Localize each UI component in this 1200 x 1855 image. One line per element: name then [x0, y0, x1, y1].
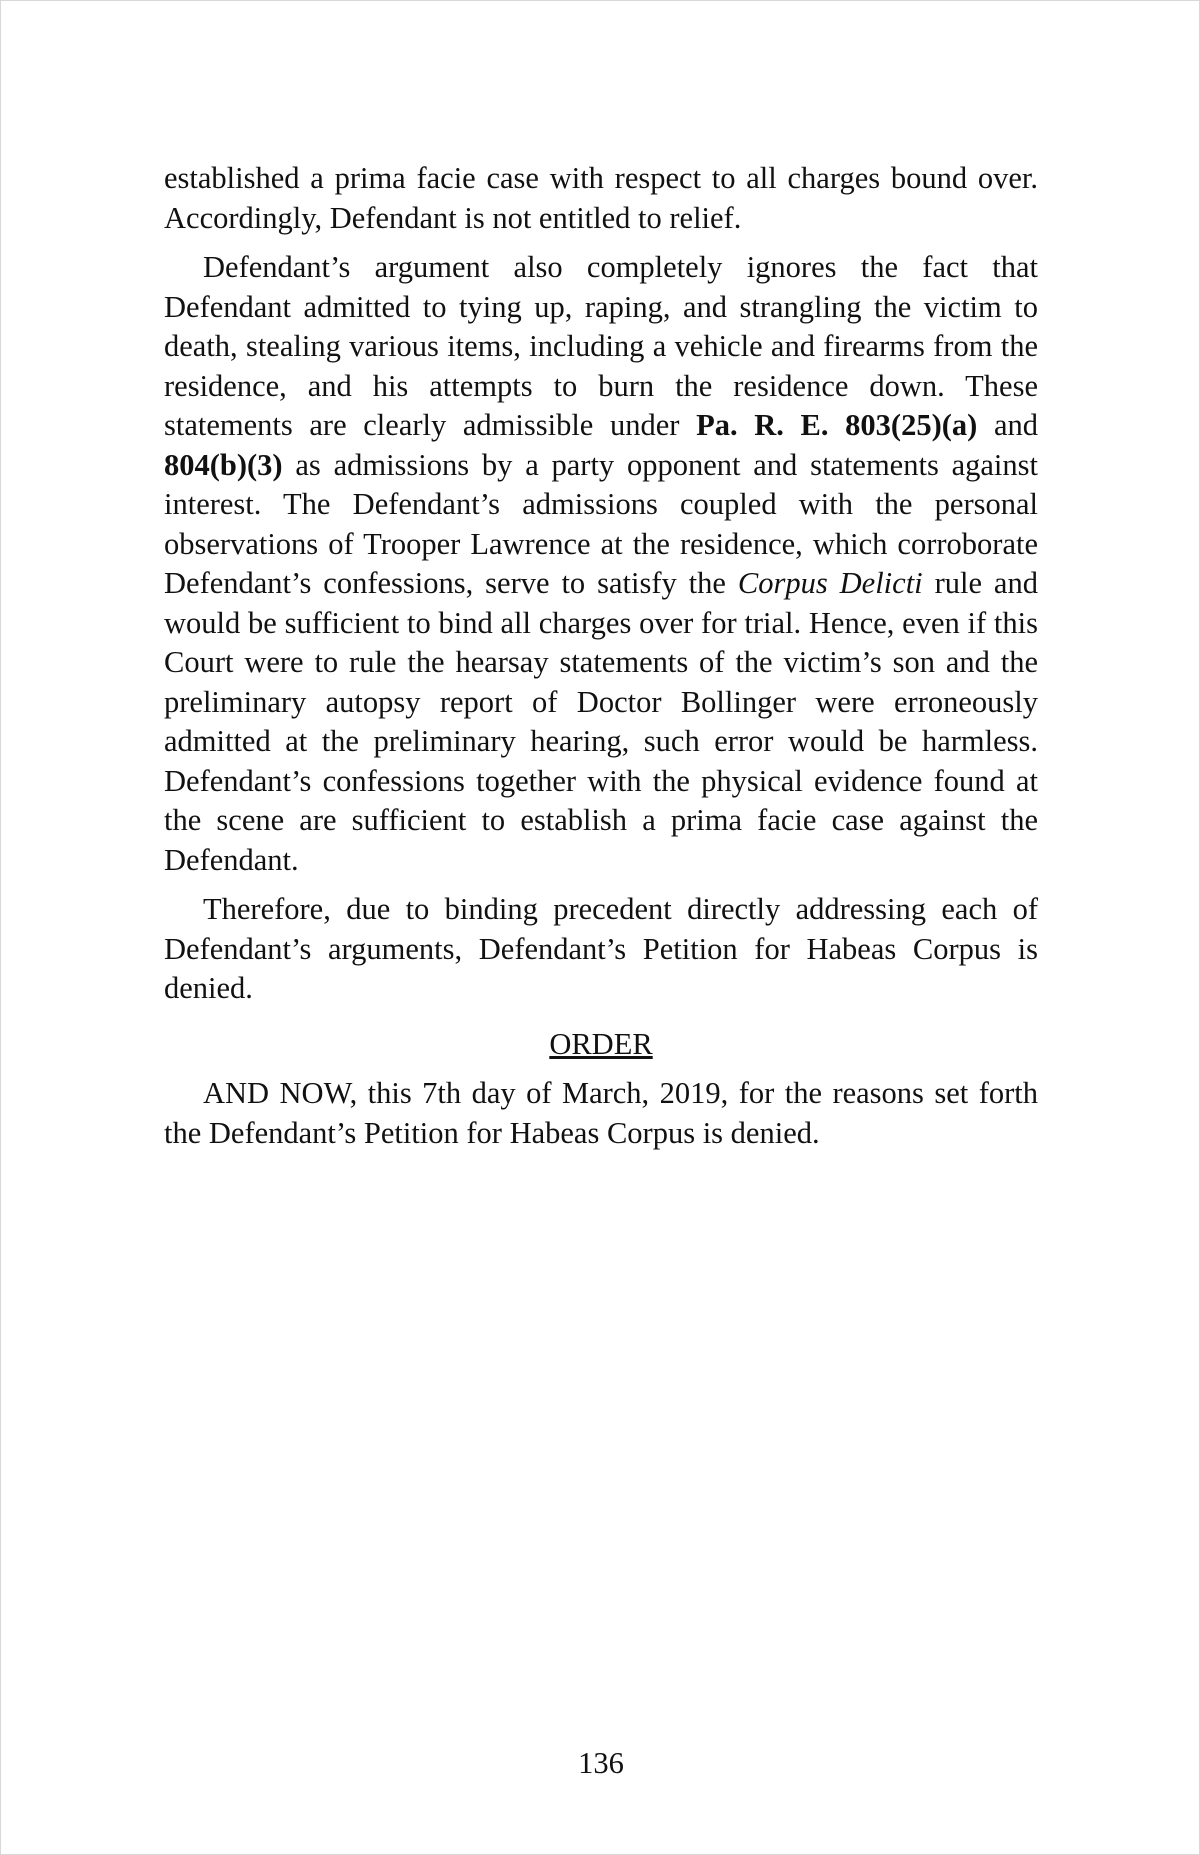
corpus-delicti-term: Corpus Delicti: [737, 566, 923, 600]
admissions-text-part3: as admissions by a party opponent and statements against interest. The Defendant’s admissions coupled with the personal observations of Trooper Lawrence at the residence, which corroborate Defendant’s confessions, serve to satisfy the: [164, 447, 1038, 600]
admissions-text-part1: Defendant’s argument also completely ignores the fact that Defendant admitted to tying up, raping, and strangling the victim to death, stealing various items, including a vehicle and firearms from the residence, and his attempts to burn the residence down. These statements are clearly admissible under: [164, 250, 1038, 442]
order-paragraph: AND NOW, this 7th day of March, 2019, for the reasons set forth the Defendant’s Petition for Habeas Corpus is denied.: [164, 1076, 1038, 1150]
page-number: 136: [578, 1746, 624, 1780]
admissions-text-part4: rule and would be sufficient to bind all charges over for trial. Hence, even if this Court were to rule the hearsay statements of the victim’s son and the preliminary autopsy report of Doctor Bollinger were erroneously admitted at the preliminary hearing, such error would be harmless. Defendant’s confessions together with the physical evidence found at the scene are sufficient to establish a prima facie case against the Defendant.: [164, 566, 1038, 877]
continued-paragraph: established a prima facie case with respect to all charges bound over. Accordingly, Defendant is not entitled to relief.: [164, 161, 1038, 235]
rule-citation-804: 804(b)(3): [164, 447, 283, 482]
body-text: [164, 159, 1038, 1163]
admissions-paragraph: [164, 248, 1038, 880]
conclusion-paragraph: Therefore, due to binding precedent directly addressing each of Defendant’s arguments, Defendant’s Petition for Habeas Corpus is denied.: [164, 892, 1038, 1005]
rule-citation-803: Pa. R. E. 803(25)(a): [696, 408, 978, 442]
admissions-text-part2: and: [977, 408, 1038, 442]
order-heading: ORDER: [549, 1026, 653, 1061]
